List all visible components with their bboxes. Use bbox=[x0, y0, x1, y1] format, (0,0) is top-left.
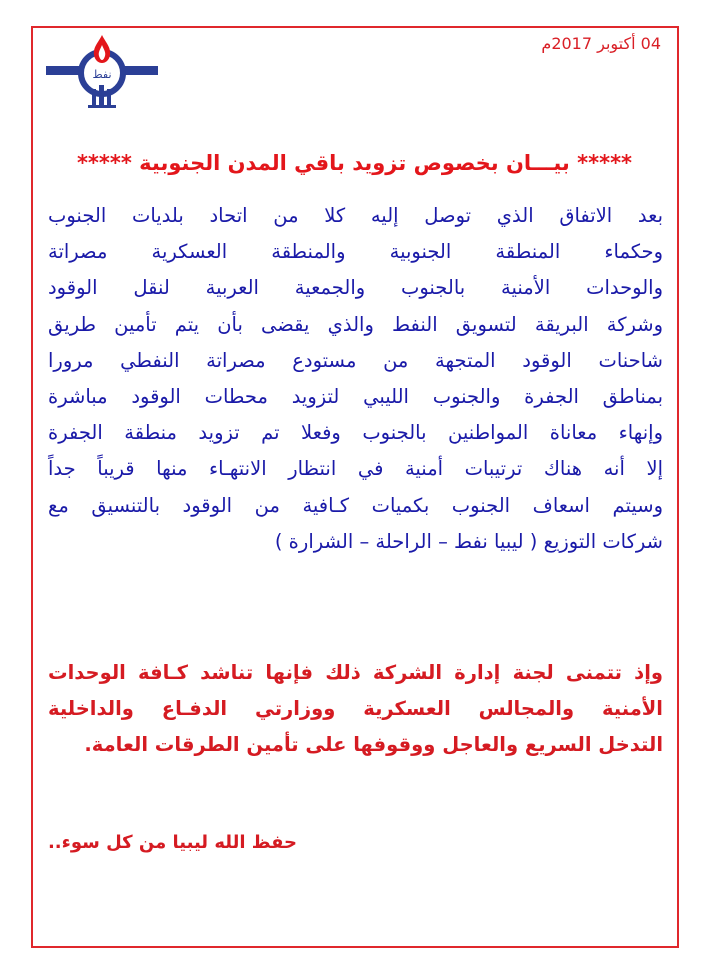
body-line: بعد الاتفاق الذي توصل إليه كلا من اتحاد بلديات الجنوب bbox=[48, 204, 663, 227]
logo-tower bbox=[92, 89, 96, 105]
body-line: إلا أنه هناك ترتيبات أمنية في انتظار الانتهـاء منها قريباً جداً bbox=[48, 457, 663, 481]
logo-bar-right bbox=[122, 66, 158, 75]
appeal-line: الأمنية والمجالس العسكرية ووزارتي الدفـاع والداخلية bbox=[48, 697, 663, 720]
statement-date: 04 أكتوبر 2017م bbox=[541, 34, 661, 53]
appeal-paragraph bbox=[48, 655, 663, 763]
logo-text: نفط bbox=[92, 68, 112, 81]
closing-line: حفظ الله ليبيا من كل سوء.. bbox=[47, 832, 297, 853]
logo-tower bbox=[99, 85, 104, 105]
appeal-line: التدخل السريع والعاجل ووقوفها على تأمين الطرقات العامة. bbox=[84, 733, 663, 756]
body-line: بمناطق الجفرة والجنوب الليبي لتزويد محطات الوقود مباشرة bbox=[48, 385, 663, 409]
logo-tower bbox=[107, 89, 111, 105]
logo-bar-left bbox=[46, 66, 82, 75]
body-line: شاحنات الوقود المتجهة من مستودع مصراتة النفطي مرورا bbox=[48, 348, 663, 372]
company-logo bbox=[46, 33, 158, 111]
statement-title: ***** بيـــان بخصوص تزويد باقي المدن الجنوبية ***** bbox=[76, 151, 633, 175]
body-line: وإنهاء معاناة المواطنين بالجنوب وفعلا تم تزويد منطقة الجفرة bbox=[48, 421, 663, 445]
body-line: شركات التوزيع ( ليبيا نفط – الراحلة – الشرارة ) bbox=[274, 529, 663, 553]
body-line: وحكماء المنطقة الجنوبية والمنطقة العسكرية مصراتة bbox=[48, 240, 663, 264]
body-line: والوحدات الأمنية بالجنوب والجمعية العربية لنقل الوقود bbox=[48, 276, 663, 300]
body-line: وسيتم اسعاف الجنوب بكميات كـافية من الوقود بالتنسيق مع bbox=[48, 493, 663, 517]
statement-body bbox=[48, 198, 663, 560]
appeal-line: وإذ تتمنى لجنة إدارة الشركة ذلك فإنها تناشد كـافة الوحدات bbox=[48, 661, 663, 684]
body-line: وشركة البريقة لتسويق النفط والذي يقضى بأن يتم تأمين طريق bbox=[48, 312, 663, 336]
